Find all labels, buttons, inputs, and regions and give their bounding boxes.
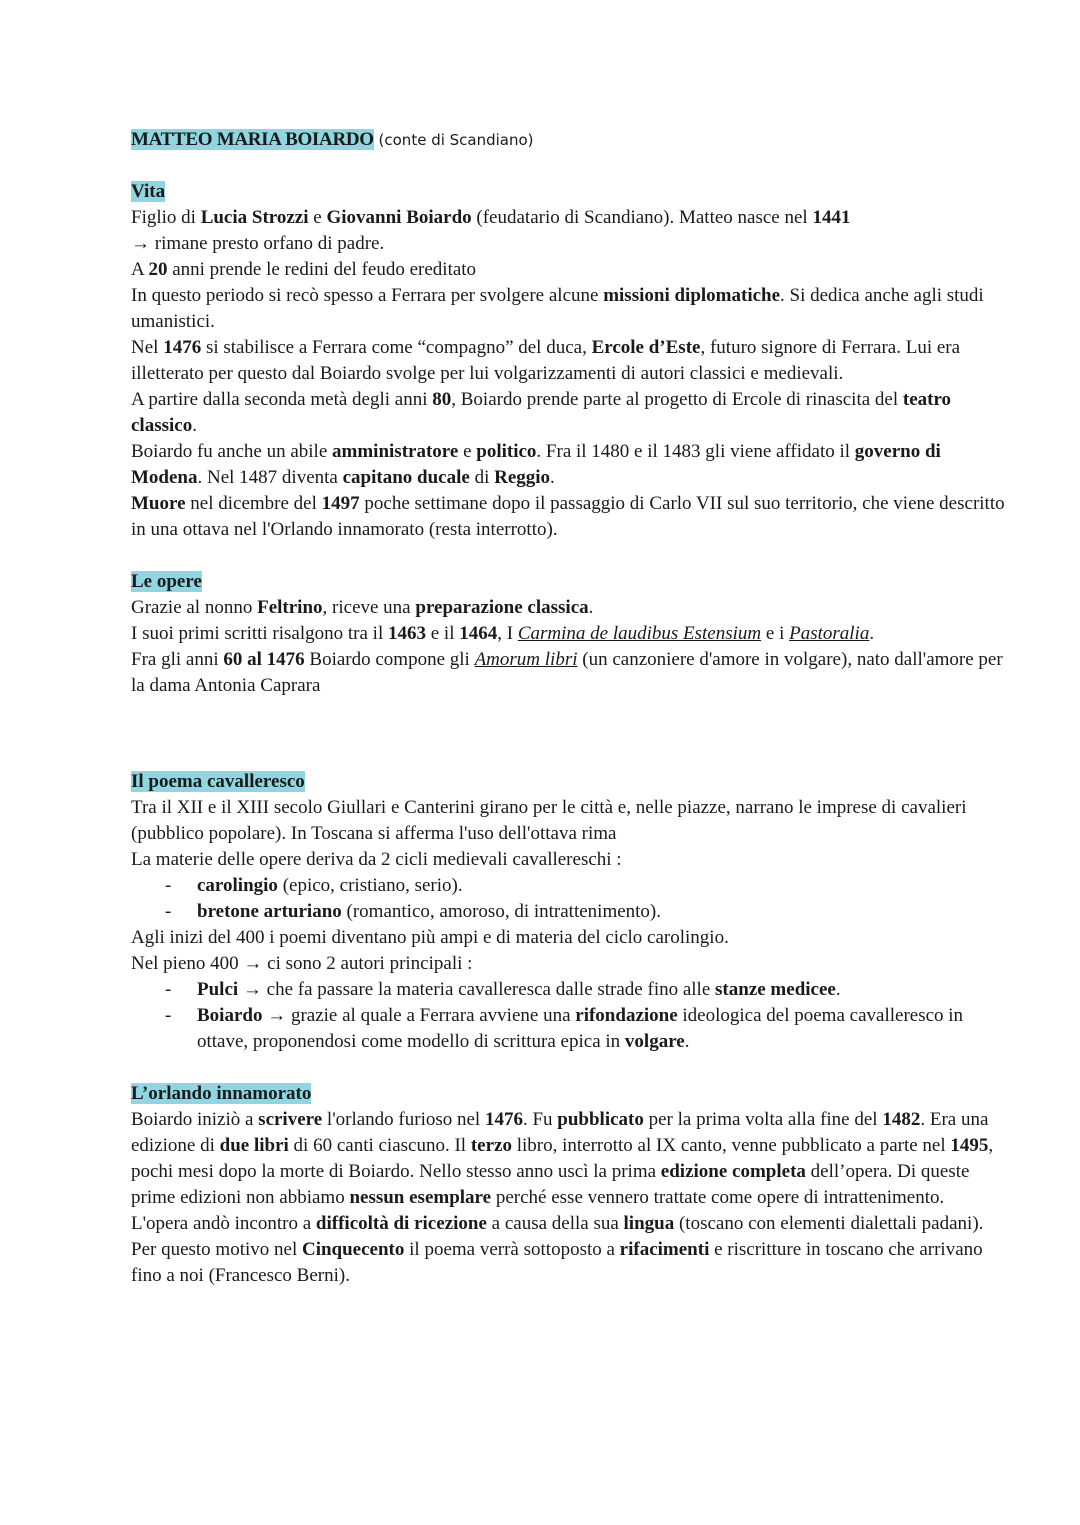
- document-title: MATTEO MARIA BOIARDO: [131, 129, 374, 150]
- poema-paragraph-2: La materie delle opere deriva da 2 cicli medievali cavallereschi :: [131, 849, 622, 870]
- section-heading-orlando: L’orlando innamorato: [131, 1083, 312, 1104]
- opere-paragraph-2: I suoi primi scritti risalgono tra il 1463 e il 1464, I Carmina de laudibus Estensium e i Pastoralia.: [131, 623, 875, 644]
- list-item: - carolingio (epico, cristiano, serio).: [165, 875, 463, 896]
- opere-paragraph-1: Grazie al nonno Feltrino, riceve una preparazione classica.: [131, 597, 594, 618]
- section-heading-vita: Vita: [131, 181, 166, 202]
- vita-paragraph-6: Boiardo fu anche un abile amministratore e politico. Fra il 1480 e il 1483 gli viene affidato il governo di Modena. Nel 1487 diventa capitano ducale di Reggio.: [131, 441, 941, 488]
- vita-paragraph-1: Figlio di Lucia Strozzi e Giovanni Boiardo (feudatario di Scandiano). Matteo nasce nel 1441 → rimane presto orfano di padre.: [131, 207, 851, 254]
- vita-paragraph-3: In questo periodo si recò spesso a Ferrara per svolgere alcune missioni diplomatiche. Si dedica anche agli studi umanistici.: [131, 285, 984, 332]
- section-heading-poema: Il poema cavalleresco: [131, 771, 305, 792]
- document-header: [131, 127, 1011, 153]
- document-subtitle: (conte di Scandiano): [378, 131, 534, 149]
- poema-paragraph-4: Nel pieno 400 → ci sono 2 autori principali :: [131, 953, 473, 974]
- list-item: - Pulci → che fa passare la materia cavalleresca dalle strade fino alle stanze medicee.: [165, 979, 841, 1000]
- poema-paragraph-1: Tra il XII e il XIII secolo Giullari e Canterini girano per le città e, nelle piazze, narrano le imprese di cavalieri (pubblico popolare). In Toscana si afferma l'uso dell'ottava rima: [131, 797, 967, 844]
- section-heading-opere: Le opere: [131, 571, 202, 592]
- vita-paragraph-4: Nel 1476 si stabilisce a Ferrara come “compagno” del duca, Ercole d’Este, futuro signore di Ferrara. Lui era illetterato per questo dal Boiardo svolge per lui volgarizzamenti di autori classici e medievali.: [131, 337, 961, 384]
- opere-paragraph-3: Fra gli anni 60 al 1476 Boiardo compone gli Amorum libri (un canzoniere d'amore in volgare), nato dall'amore per la dama Antonia Caprara: [131, 649, 1003, 696]
- vita-paragraph-5: A partire dalla seconda metà degli anni 80, Boiardo prende parte al progetto di Ercole di rinascita del teatro classico.: [131, 389, 952, 436]
- orlando-paragraph-2: L'opera andò incontro a difficoltà di ricezione a causa della sua lingua (toscano con elementi dialettali padani). Per questo motivo nel Cinquecento il poema verrà sottoposto a rifacimenti e riscritture in toscano che arrivano fino a noi (Francesco Berni).: [131, 1213, 984, 1286]
- poema-paragraph-3: Agli inizi del 400 i poemi diventano più ampi e di materia del ciclo carolingio.: [131, 927, 729, 948]
- vita-paragraph-2: A 20 anni prende le redini del feudo ereditato: [131, 259, 477, 280]
- orlando-paragraph-1: Boiardo iniziò a scrivere l'orlando furioso nel 1476. Fu pubblicato per la prima volta alla fine del 1482. Era una edizione di due libri di 60 canti ciascuno. Il terzo libro, interrotto al IX canto, venne pubblicato a parte nel 1495, pochi mesi dopo la morte di Boiardo. Nello stesso anno uscì la prima edizione completa dell’opera. Di queste prime edizioni non abbiamo nessun esemplare perché esse vennero trattate come opere di intrattenimento.: [131, 1109, 994, 1208]
- document-body: [131, 127, 1011, 1289]
- list-item: - bretone arturiano (romantico, amoroso, di intrattenimento).: [165, 901, 662, 922]
- list-item: - Boiardo → grazie al quale a Ferrara avviene una rifondazione ideologica del poema cavalleresco in ottave, proponendosi come modello di scrittura epica in volgare.: [165, 1005, 964, 1052]
- vita-paragraph-7: Muore nel dicembre del 1497 poche settimane dopo il passaggio di Carlo VII sul suo territorio, che viene descritto in una ottava nel l'Orlando innamorato (resta interrotto).: [131, 493, 1005, 540]
